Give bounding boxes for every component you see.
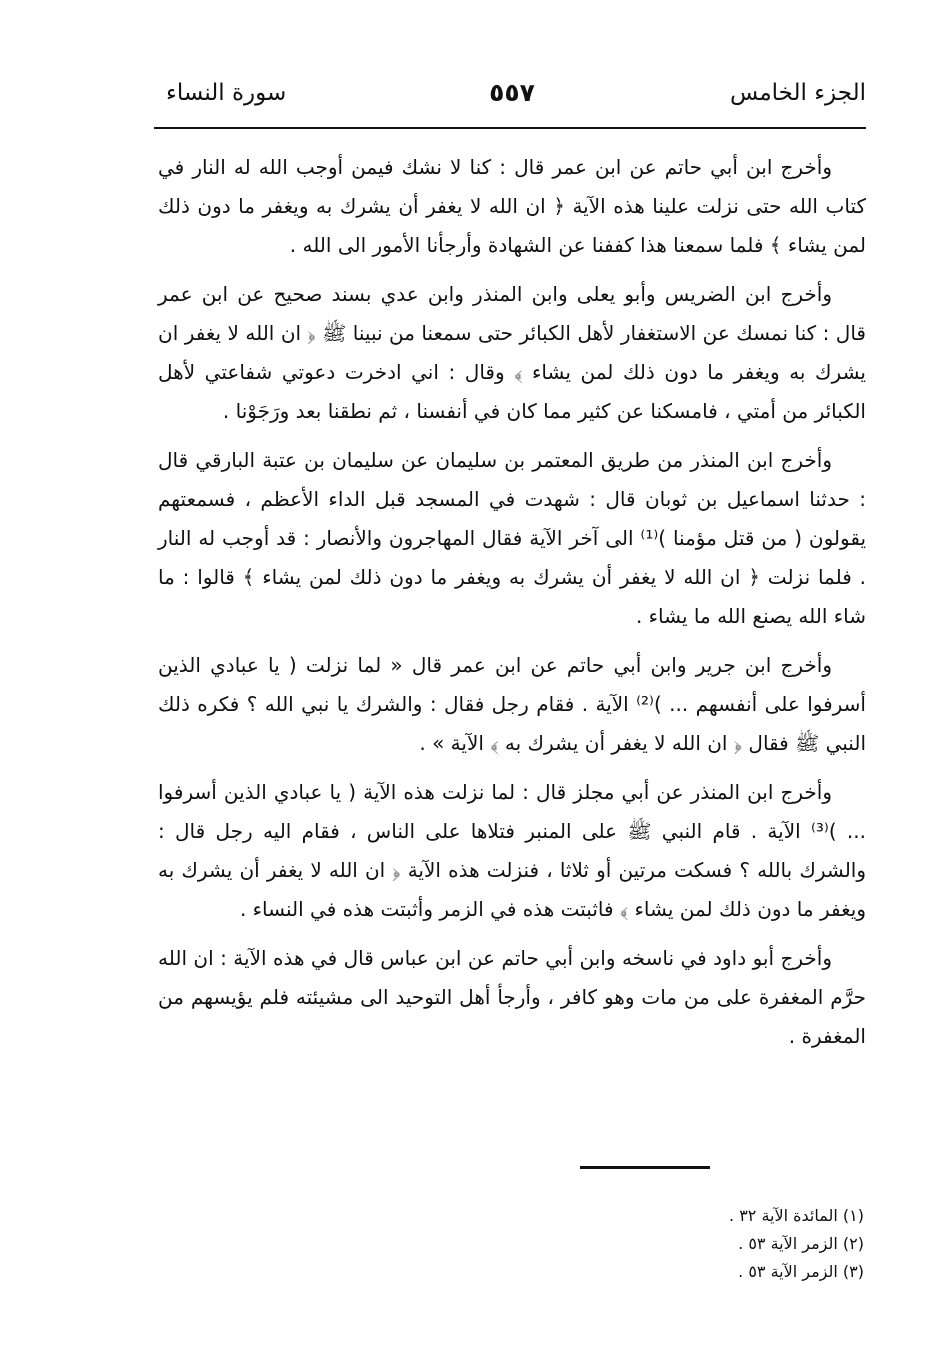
footnote: (٢) الزمر الآية ٥٣ .: [738, 1234, 864, 1253]
paragraph: وأخرج ابن الضريس وأبو يعلى وابن المنذر وابن عدي بسند صحيح عن ابن عمر قال : كنا نمسك عن الاستغفار لأهل الكبائر حتى سمعنا من نبينا ﷺ ﴿ ان الله لا يغفر ان يشرك به ويغفر ما دون ذلك لمن يشاء ﴾ وقال : اني ادخرت دعوتي شفاعتي لأهل الكبائر من أمتي ، فامسكنا عن كثير مما كان في أنفسنا ، ثم نطقنا بعد ورَجَوْنا .: [158, 282, 866, 423]
paragraph: وأخرج ابن المنذر عن أبي مجلز قال : لما نزلت هذه الآية ( يا عبادي الذين أسرفوا ... )⁽³⁾ الآية . قام النبي ﷺ على المنبر فتلاها على الناس ، فقام اليه رجل قال : والشرك بالله ؟ فسكت مرتين أو ثلاثا ، فنزلت هذه الآية ﴿ ان الله لا يغفر أن يشرك به ويغفر ما دون ذلك لمن يشاء ﴾ فاثبتت هذه في الزمر وأثبتت هذه في النساء .: [158, 780, 866, 921]
paragraph: وأخرج أبو داود في ناسخه وابن أبي حاتم عن ابن عباس قال في هذه الآية : ان الله حرَّم المغفرة على من مات وهو كافر ، وأرجأ أهل التوحيد الى مشيئته فلم يؤيسهم من المغفرة .: [158, 946, 866, 1048]
running-header: [158, 74, 866, 122]
header-divider: [154, 127, 866, 129]
page-number: ٥٥٧: [489, 78, 535, 107]
surah-title: سورة النساء: [166, 80, 287, 106]
main-text: [158, 148, 866, 1066]
paragraph: وأخرج ابن المنذر من طريق المعتمر بن سليمان عن سليمان بن عتبة البارقي قال : حدثنا اسماعيل بن ثوبان قال : شهدت في المسجد قبل الداء الأعظم ، فسمعتهم يقولون ( من قتل مؤمنا )⁽¹⁾ الى آخر الآية فقال المهاجرون والأنصار : قد أوجب له النار . فلما نزلت ﴿ ان الله لا يغفر أن يشرك به ويغفر ما دون ذلك لمن يشاء ﴾ قالوا : ما شاء الله يصنع الله ما يشاء .: [158, 448, 867, 628]
footnote: (٣) الزمر الآية ٥٣ .: [738, 1262, 864, 1281]
part-title: الجزء الخامس: [730, 80, 866, 106]
footnote: (١) المائدة الآية ٣٢ .: [729, 1206, 864, 1225]
paragraph: وأخرج ابن جرير وابن أبي حاتم عن ابن عمر قال « لما نزلت ( يا عبادي الذين أسرفوا على أنفسهم ... )⁽²⁾ الآية . فقام رجل فقال : والشرك يا نبي الله ؟ فكره ذلك النبي ﷺ فقال ﴿ ان الله لا يغفر أن يشرك به ﴾ الآية » .: [158, 653, 866, 755]
footnotes: [364, 1202, 864, 1286]
paragraph: وأخرج ابن أبي حاتم عن ابن عمر قال : كنا لا نشك فيمن أوجب الله له النار في كتاب الله حتى نزلت علينا هذه الآية ﴿ ان الله لا يغفر أن يشرك به ويغفر ما دون ذلك لمن يشاء ﴾ فلما سمعنا هذا كففنا عن الشهادة وأرجأنا الأمور الى الله .: [158, 155, 866, 257]
footnote-divider: [580, 1166, 710, 1169]
